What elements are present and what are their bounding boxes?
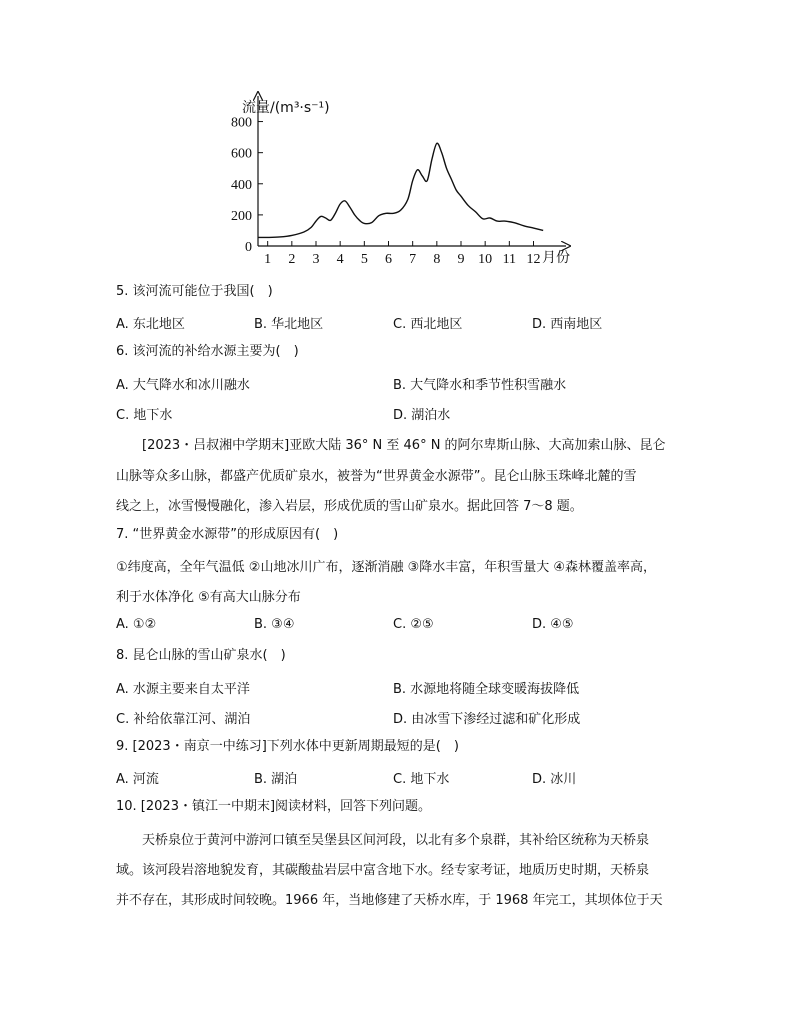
question-6-stem: 6. 该河流的补给水源主要为( ) (116, 344, 299, 359)
x-tick-label: 9 (457, 252, 465, 267)
q6-option-a: A. 大气降水和冰川融水 (116, 378, 250, 393)
x-tick-label: 1 (264, 252, 272, 267)
q6-option-d: D. 湖泊水 (393, 408, 451, 423)
q5-option-c: C. 西北地区 (393, 317, 463, 332)
q9-option-c: C. 地下水 (393, 772, 450, 787)
q10-passage-line-1: 天桥泉位于黄河中游河口镇至吴堡县区间河段，以北有多个泉群，其补给区统称为天桥泉 (142, 833, 650, 848)
q8-option-d: D. 由冰雪下渗经过滤和矿化形成 (393, 712, 581, 727)
question-8-stem: 8. 昆仑山脉的雪山矿泉水( ) (116, 648, 286, 663)
question-9-stem: 9. [2023・南京一中练习]下列水体中更新周期最短的是( ) (116, 739, 459, 754)
q10-passage-line-3: 并不存在，其形成时间较晚。1966 年，当地修建了天桥水库，于 1968 年完工，其坝体位于天 (116, 893, 663, 908)
q8-option-c: C. 补给依靠江河、湖泊 (116, 712, 251, 727)
question-5-stem: 5. 该河流可能位于我国( ) (116, 284, 273, 299)
chart-svg (228, 88, 608, 273)
passage-line-1: [2023・吕叔湘中学期末]亚欧大陆 36° N 至 46° N 的阿尔卑斯山脉、大高加索山脉、昆仑 (142, 438, 666, 453)
q9-option-a: A. 河流 (116, 772, 159, 787)
x-tick-label: 5 (360, 252, 368, 267)
river-discharge-chart (228, 88, 608, 273)
y-tick-label: 0 (245, 240, 252, 255)
y-tick-label: 800 (231, 115, 252, 131)
q7-option-d: D. ④⑤ (532, 617, 574, 632)
y-axis-label: 流量/(m³·s⁻¹) (242, 100, 330, 116)
x-tick-label: 7 (409, 252, 417, 267)
q5-option-b: B. 华北地区 (254, 317, 324, 332)
q5-option-a: A. 东北地区 (116, 317, 185, 332)
x-tick-label: 8 (433, 252, 441, 267)
x-tick-label: 11 (502, 252, 517, 267)
question-7-stem: 7. “世界黄金水源带”的形成原因有( ) (116, 527, 339, 542)
q9-option-b: B. 湖泊 (254, 772, 298, 787)
discharge-line (258, 143, 543, 237)
passage-line-3: 线之上，冰雪慢慢融化，渗入岩层，形成优质的雪山矿泉水。据此回答 7～8 题。 (116, 499, 583, 514)
y-tick-label: 400 (231, 177, 252, 193)
passage-line-2: 山脉等众多山脉，都盛产优质矿泉水，被誉为“世界黄金水源带”。昆仑山脉玉珠峰北麓的雪 (116, 469, 637, 484)
q9-option-d: D. 冰川 (532, 772, 577, 787)
q7-choices-line-2: 利于水体净化 ⑤有高大山脉分布 (116, 590, 301, 605)
x-tick-label: 3 (312, 252, 320, 267)
q10-passage-line-2: 域。该河段岩溶地貌发育，其碳酸盐岩层中富含地下水。经专家考证，地质历史时期，天桥泉 (116, 863, 650, 878)
x-tick-label: 12 (526, 252, 541, 267)
y-tick-label: 600 (231, 146, 252, 162)
x-tick-label: 2 (288, 252, 296, 267)
q8-option-a: A. 水源主要来自太平洋 (116, 682, 250, 697)
question-10-stem: 10. [2023・镇江一中期末]阅读材料，回答下列问题。 (116, 799, 432, 814)
x-axis-label: 月份 (542, 250, 570, 266)
x-tick-label: 6 (385, 252, 392, 267)
x-tick-label: 4 (336, 252, 344, 267)
q6-option-b: B. 大气降水和季节性积雪融水 (393, 378, 567, 393)
q5-option-d: D. 西南地区 (532, 317, 603, 332)
q7-choices-line-1: ①纬度高，全年气温低 ②山地冰川广布，逐渐消融 ③降水丰富，年积雪量大 ④森林覆盖率高， (116, 560, 657, 575)
q7-option-a: A. ①② (116, 617, 157, 632)
x-tick-label: 10 (478, 252, 493, 267)
q7-option-b: B. ③④ (254, 617, 295, 632)
q8-option-b: B. 水源地将随全球变暖海拔降低 (393, 682, 580, 697)
q7-option-c: C. ②⑤ (393, 617, 434, 632)
q6-option-c: C. 地下水 (116, 408, 173, 423)
y-tick-label: 200 (231, 208, 252, 224)
